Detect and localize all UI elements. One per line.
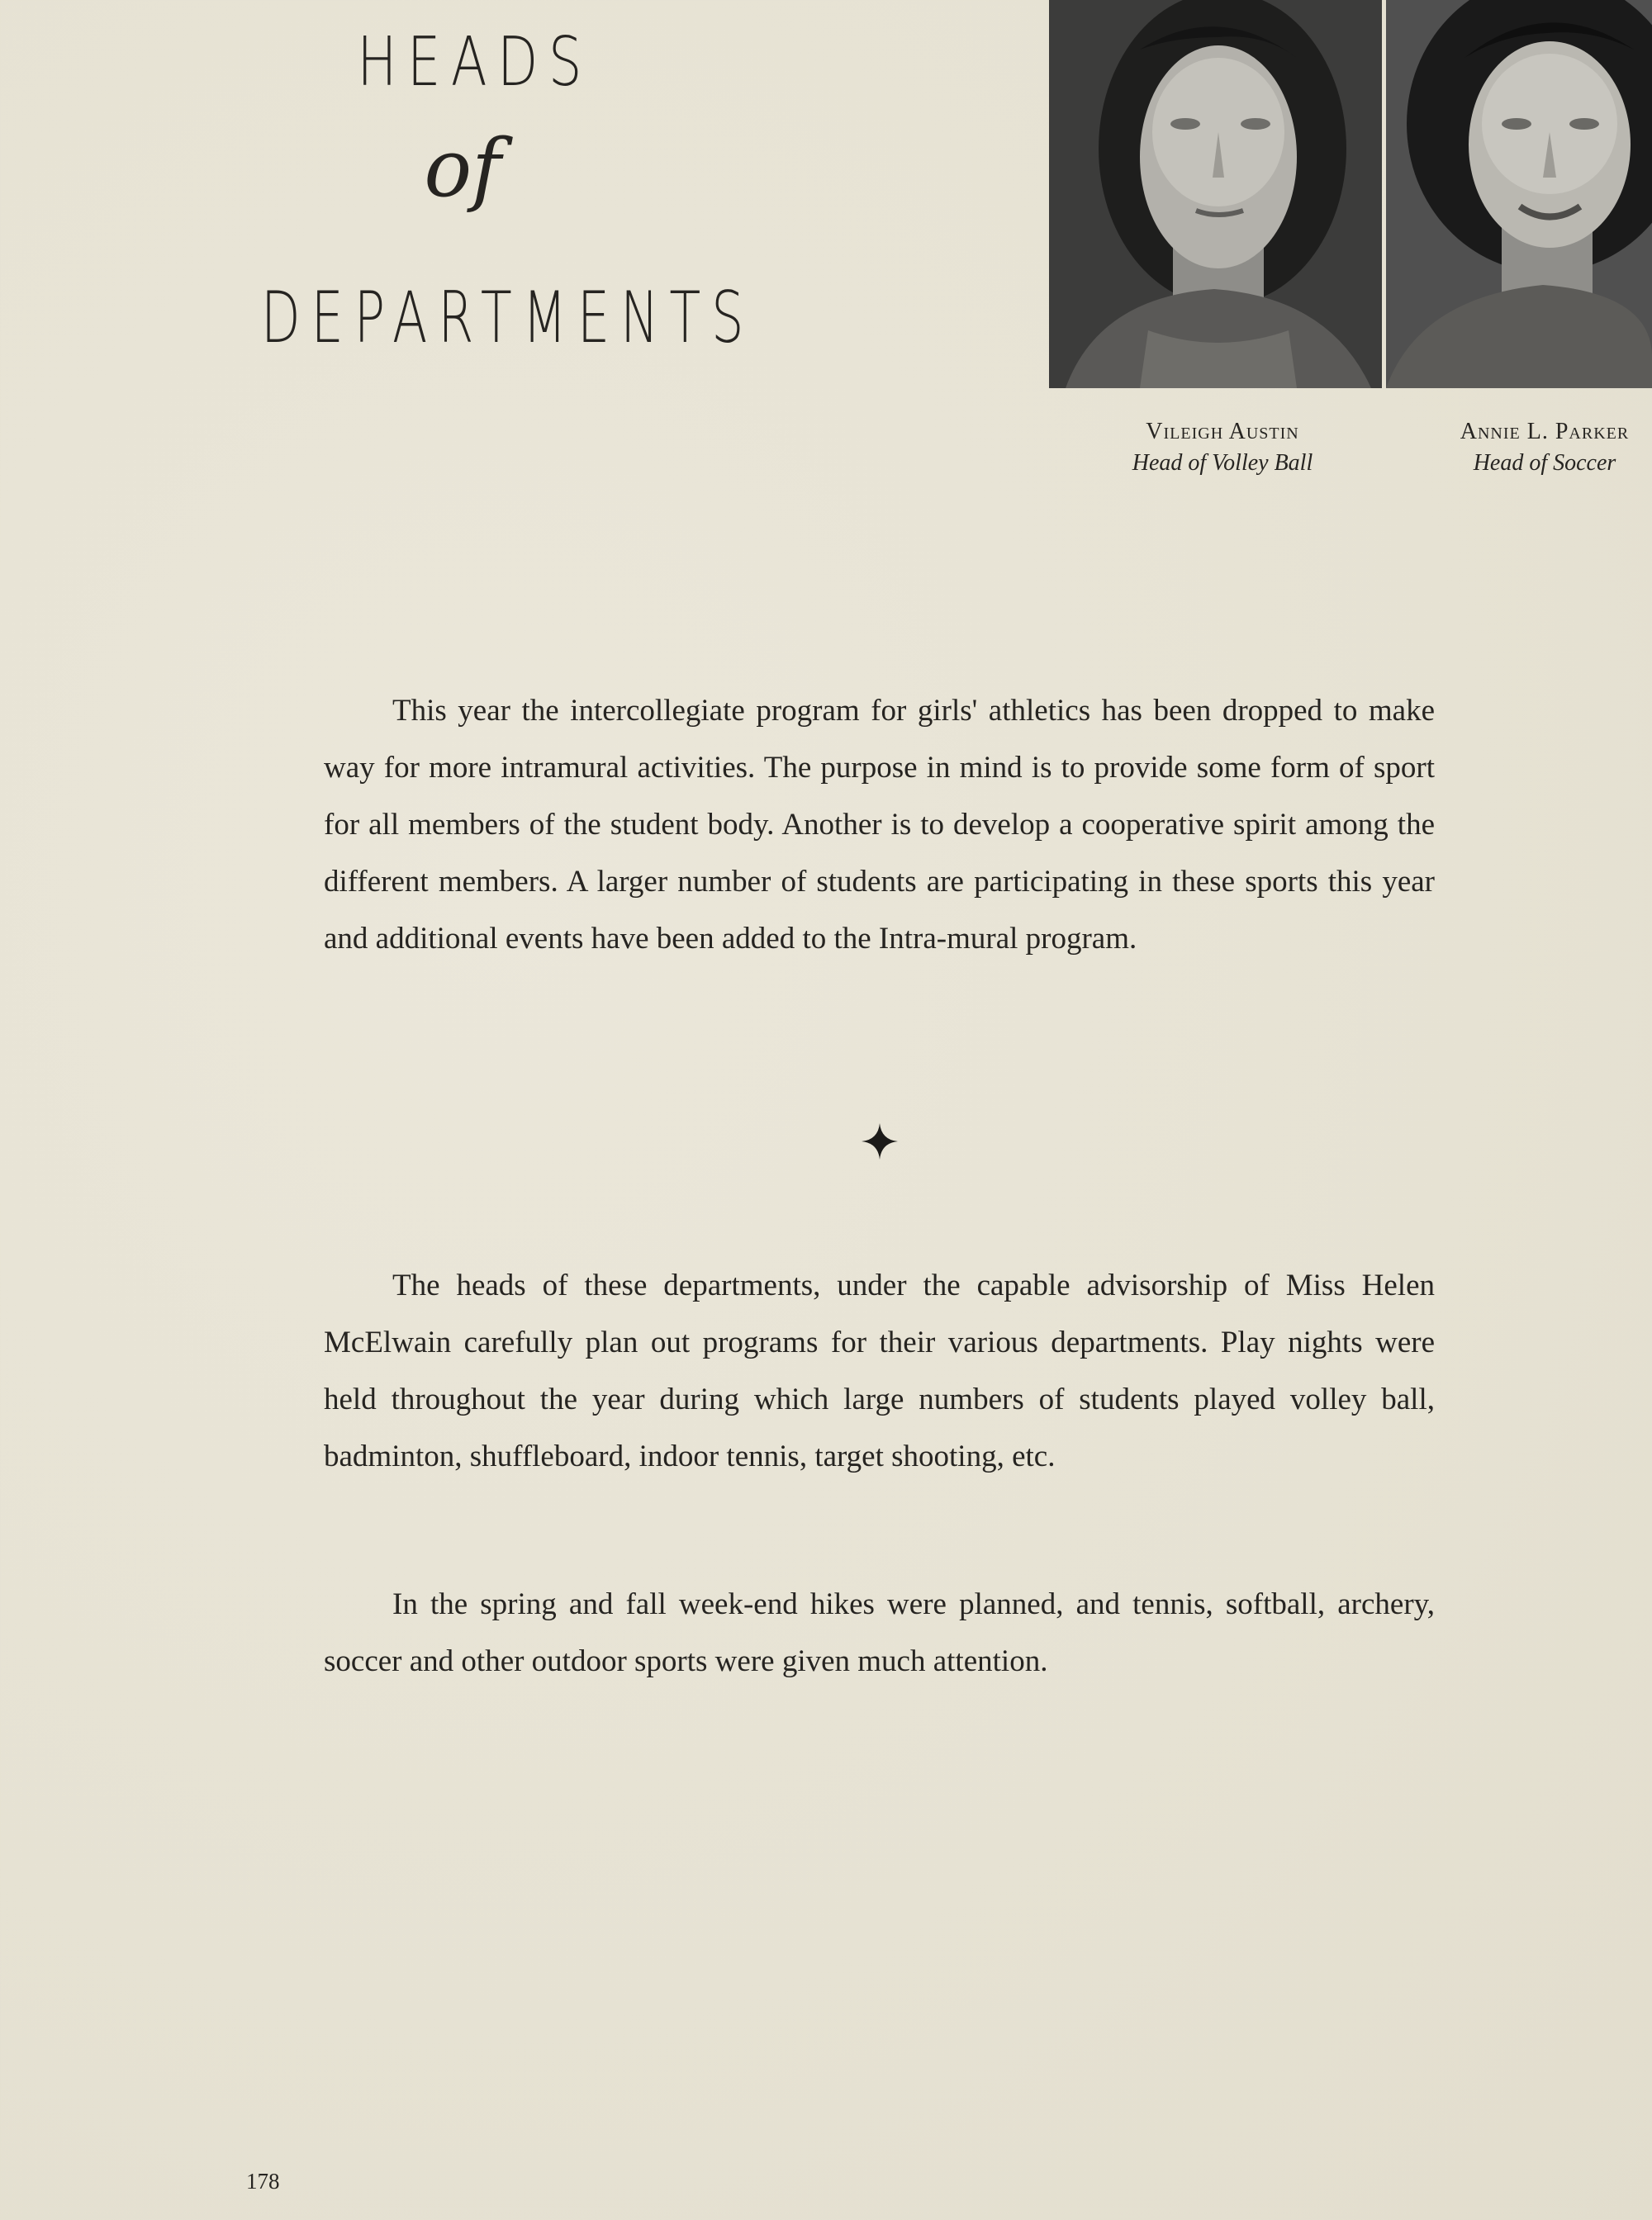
page-number: 178 (246, 2169, 280, 2194)
caption-role: Head of Soccer (1473, 450, 1616, 476)
title-of: of (424, 122, 501, 215)
title-departments: DEPARTMENTS (261, 277, 755, 359)
caption-name: Vileigh Austin (1146, 419, 1299, 444)
body-paragraph-outdoor: In the spring and fall week-end hikes were planned, and tennis, softball, archery, soccer and other outdoor sports were given much attention. (324, 1587, 1435, 1678)
portrait-vileigh-austin (1049, 0, 1382, 388)
caption-annie-parker (1421, 416, 1652, 479)
caption-name: Annie L. Parker (1460, 419, 1630, 444)
portrait-photo (1049, 0, 1382, 388)
caption-role: Head of Volley Ball (1132, 450, 1313, 476)
portrait-annie-parker (1386, 0, 1652, 388)
body-paragraph-departments: The heads of these departments, under the capable advisorship of Miss Helen McElwain carefully plan out programs for their various departments. Play nights were held throughout the year during which large numbers of students played volley ball, badminton, shuffleboard, indoor tennis, target shooting, etc. (324, 1269, 1435, 1473)
diamond-ornament-icon (862, 1123, 898, 1160)
title-heads: HEADS (357, 23, 592, 102)
caption-vileigh-austin (1057, 416, 1388, 479)
body-paragraph-intro: This year the intercollegiate program for girls' athletics has been dropped to make way for more intramural activities. The purpose in mind is to provide some form of sport for all members of the student body. Another is to develop a cooperative spirit among the different members. A larger number of students are participating in these sports this year and additional events have been added to the Intra-mural program. (324, 694, 1435, 956)
portrait-photo (1386, 0, 1652, 388)
